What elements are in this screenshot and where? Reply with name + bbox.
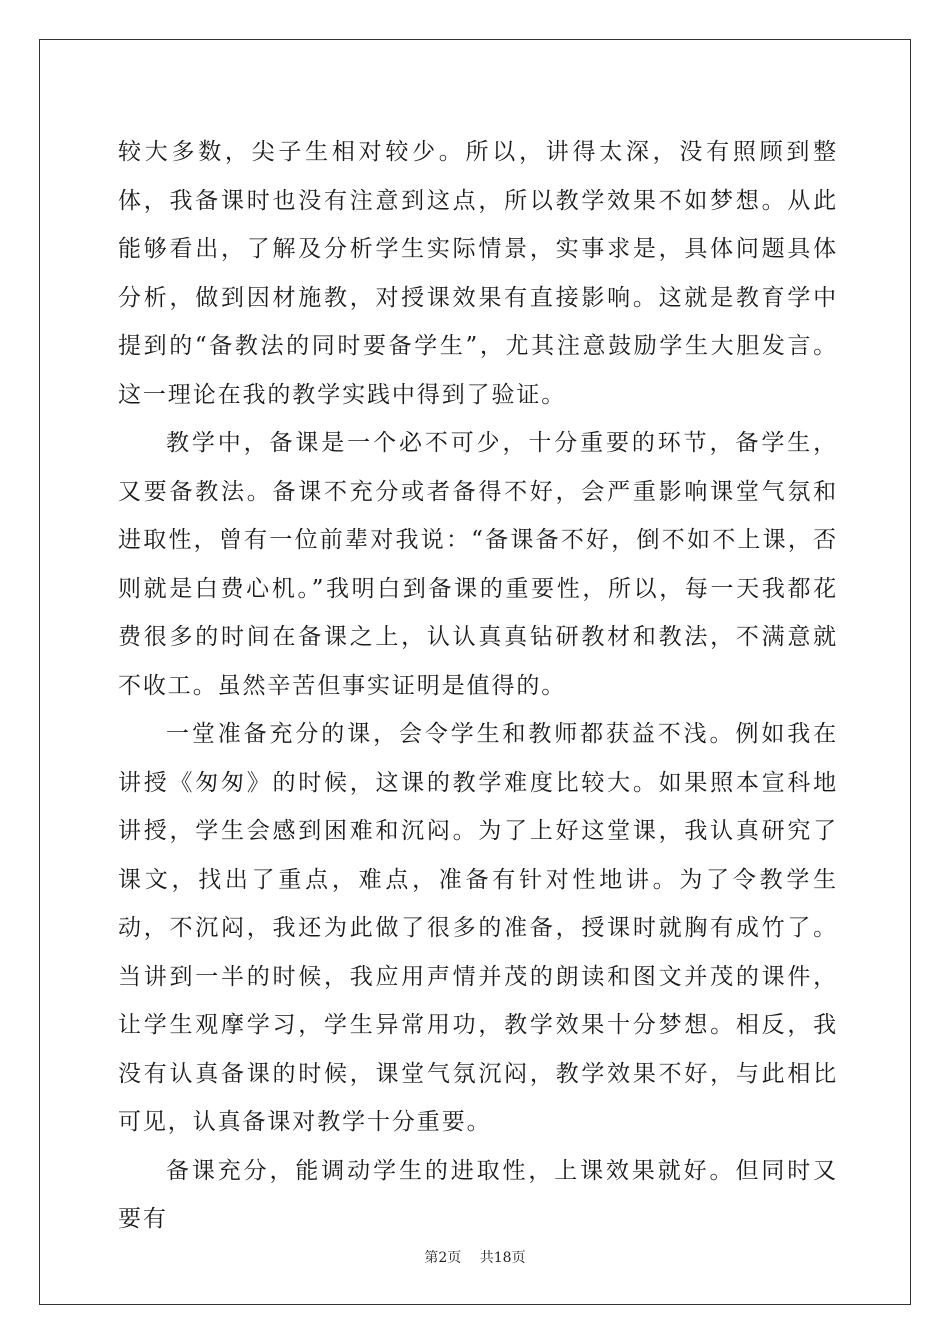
paragraph-4: 备课充分，能调动学生的进取性，上课效果就好。但同时又要有 [118, 1157, 838, 1232]
page-footer [0, 1247, 950, 1267]
document-body [118, 128, 838, 1244]
paragraph-3: 一堂准备充分的课，会令学生和教师都获益不浅。例如我在讲授《匆匆》的时候，这课的教学难度比较大。如果照本宣科地讲授，学生会感到困难和沉闷。为了上好这堂课，我认真研究了课文，找出了重点，难点，准备有针对性地讲。为了令教学生动，不沉闷，我还为此做了很多的准备，授课时就胸有成竹了。当讲到一半的时候，我应用声情并茂的朗读和图文并茂的课件，让学生观摩学习，学生异常用功，教学效果十分梦想。相反，我没有认真备课的时候，课堂气氛沉闷，教学效果不好，与此相比可见，认真备课对教学十分重要。 [118, 721, 838, 1135]
page-number: 第2页 [424, 1250, 462, 1266]
page-total: 共18页 [479, 1250, 526, 1266]
paragraph-1: 较大多数，尖子生相对较少。所以，讲得太深，没有照顾到整体，我备课时也没有注意到这点，所以教学效果不如梦想。从此能够看出，了解及分析学生实际情景，实事求是，具体问题具体分析，做到因材施教，对授课效果有直接影响。这就是教育学中提到的“备教法的同时要备学生”，尤其注意鼓励学生大胆发言。这一理论在我的教学实践中得到了验证。 [118, 139, 838, 408]
paragraph-2: 教学中，备课是一个必不可少，十分重要的环节，备学生，又要备教法。备课不充分或者备得不好，会严重影响课堂气氛和进取性，曾有一位前辈对我说：“备课备不好，倒不如不上课，否则就是白费心机。”我明白到备课的重要性，所以，每一天我都花费很多的时间在备课之上，认认真真钻研教材和教法，不满意就不收工。虽然辛苦但事实证明是值得的。 [118, 430, 838, 699]
